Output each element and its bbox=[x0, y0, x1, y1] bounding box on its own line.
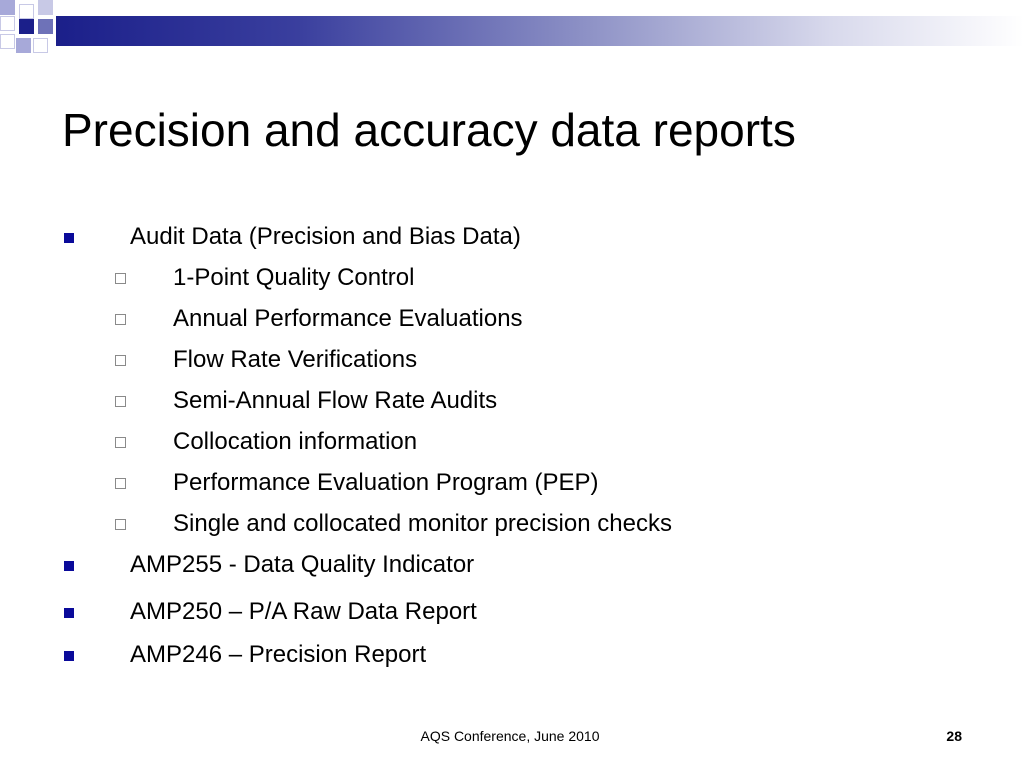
decor-square bbox=[16, 38, 31, 53]
hollow-square-bullet-icon bbox=[115, 355, 126, 366]
square-bullet-icon bbox=[64, 561, 74, 571]
list-item: Audit Data (Precision and Bias Data) bbox=[130, 223, 521, 250]
hollow-square-bullet-icon bbox=[115, 478, 126, 489]
decor-square bbox=[33, 38, 48, 53]
slide-footer bbox=[0, 726, 1024, 746]
decor-square bbox=[0, 34, 15, 49]
decor-square bbox=[19, 4, 34, 19]
list-item: Semi-Annual Flow Rate Audits bbox=[173, 387, 498, 414]
list-item: AMP255 - Data Quality Indicator bbox=[130, 551, 475, 578]
list-item: Performance Evaluation Program (PEP) bbox=[173, 469, 599, 496]
hollow-square-bullet-icon bbox=[115, 273, 126, 284]
footer-text: AQS Conference, June 2010 bbox=[420, 728, 600, 744]
list-item: Flow Rate Verifications bbox=[173, 346, 418, 373]
decor-square bbox=[38, 0, 53, 15]
square-bullet-icon bbox=[64, 608, 74, 618]
decor-square bbox=[38, 19, 53, 34]
list-item: Single and collocated monitor precision checks bbox=[173, 510, 672, 537]
hollow-square-bullet-icon bbox=[115, 314, 126, 325]
list-item: Annual Performance Evaluations bbox=[173, 305, 523, 332]
list-item: AMP250 – P/A Raw Data Report bbox=[130, 598, 477, 625]
decor-square bbox=[0, 16, 15, 31]
hollow-square-bullet-icon bbox=[115, 519, 126, 530]
square-bullet-icon bbox=[64, 651, 74, 661]
slide-title: Precision and accuracy data reports bbox=[62, 104, 796, 156]
hollow-square-bullet-icon bbox=[115, 396, 126, 407]
hollow-square-bullet-icon bbox=[115, 437, 126, 448]
list-item: Collocation information bbox=[173, 428, 418, 455]
list-item: AMP246 – Precision Report bbox=[130, 641, 427, 668]
decor-square bbox=[19, 19, 34, 34]
decor-square bbox=[0, 0, 15, 15]
header-gradient-bar bbox=[56, 16, 1024, 46]
list-item: 1-Point Quality Control bbox=[173, 264, 415, 291]
page-number: 28 bbox=[946, 728, 962, 744]
square-bullet-icon bbox=[64, 233, 74, 243]
